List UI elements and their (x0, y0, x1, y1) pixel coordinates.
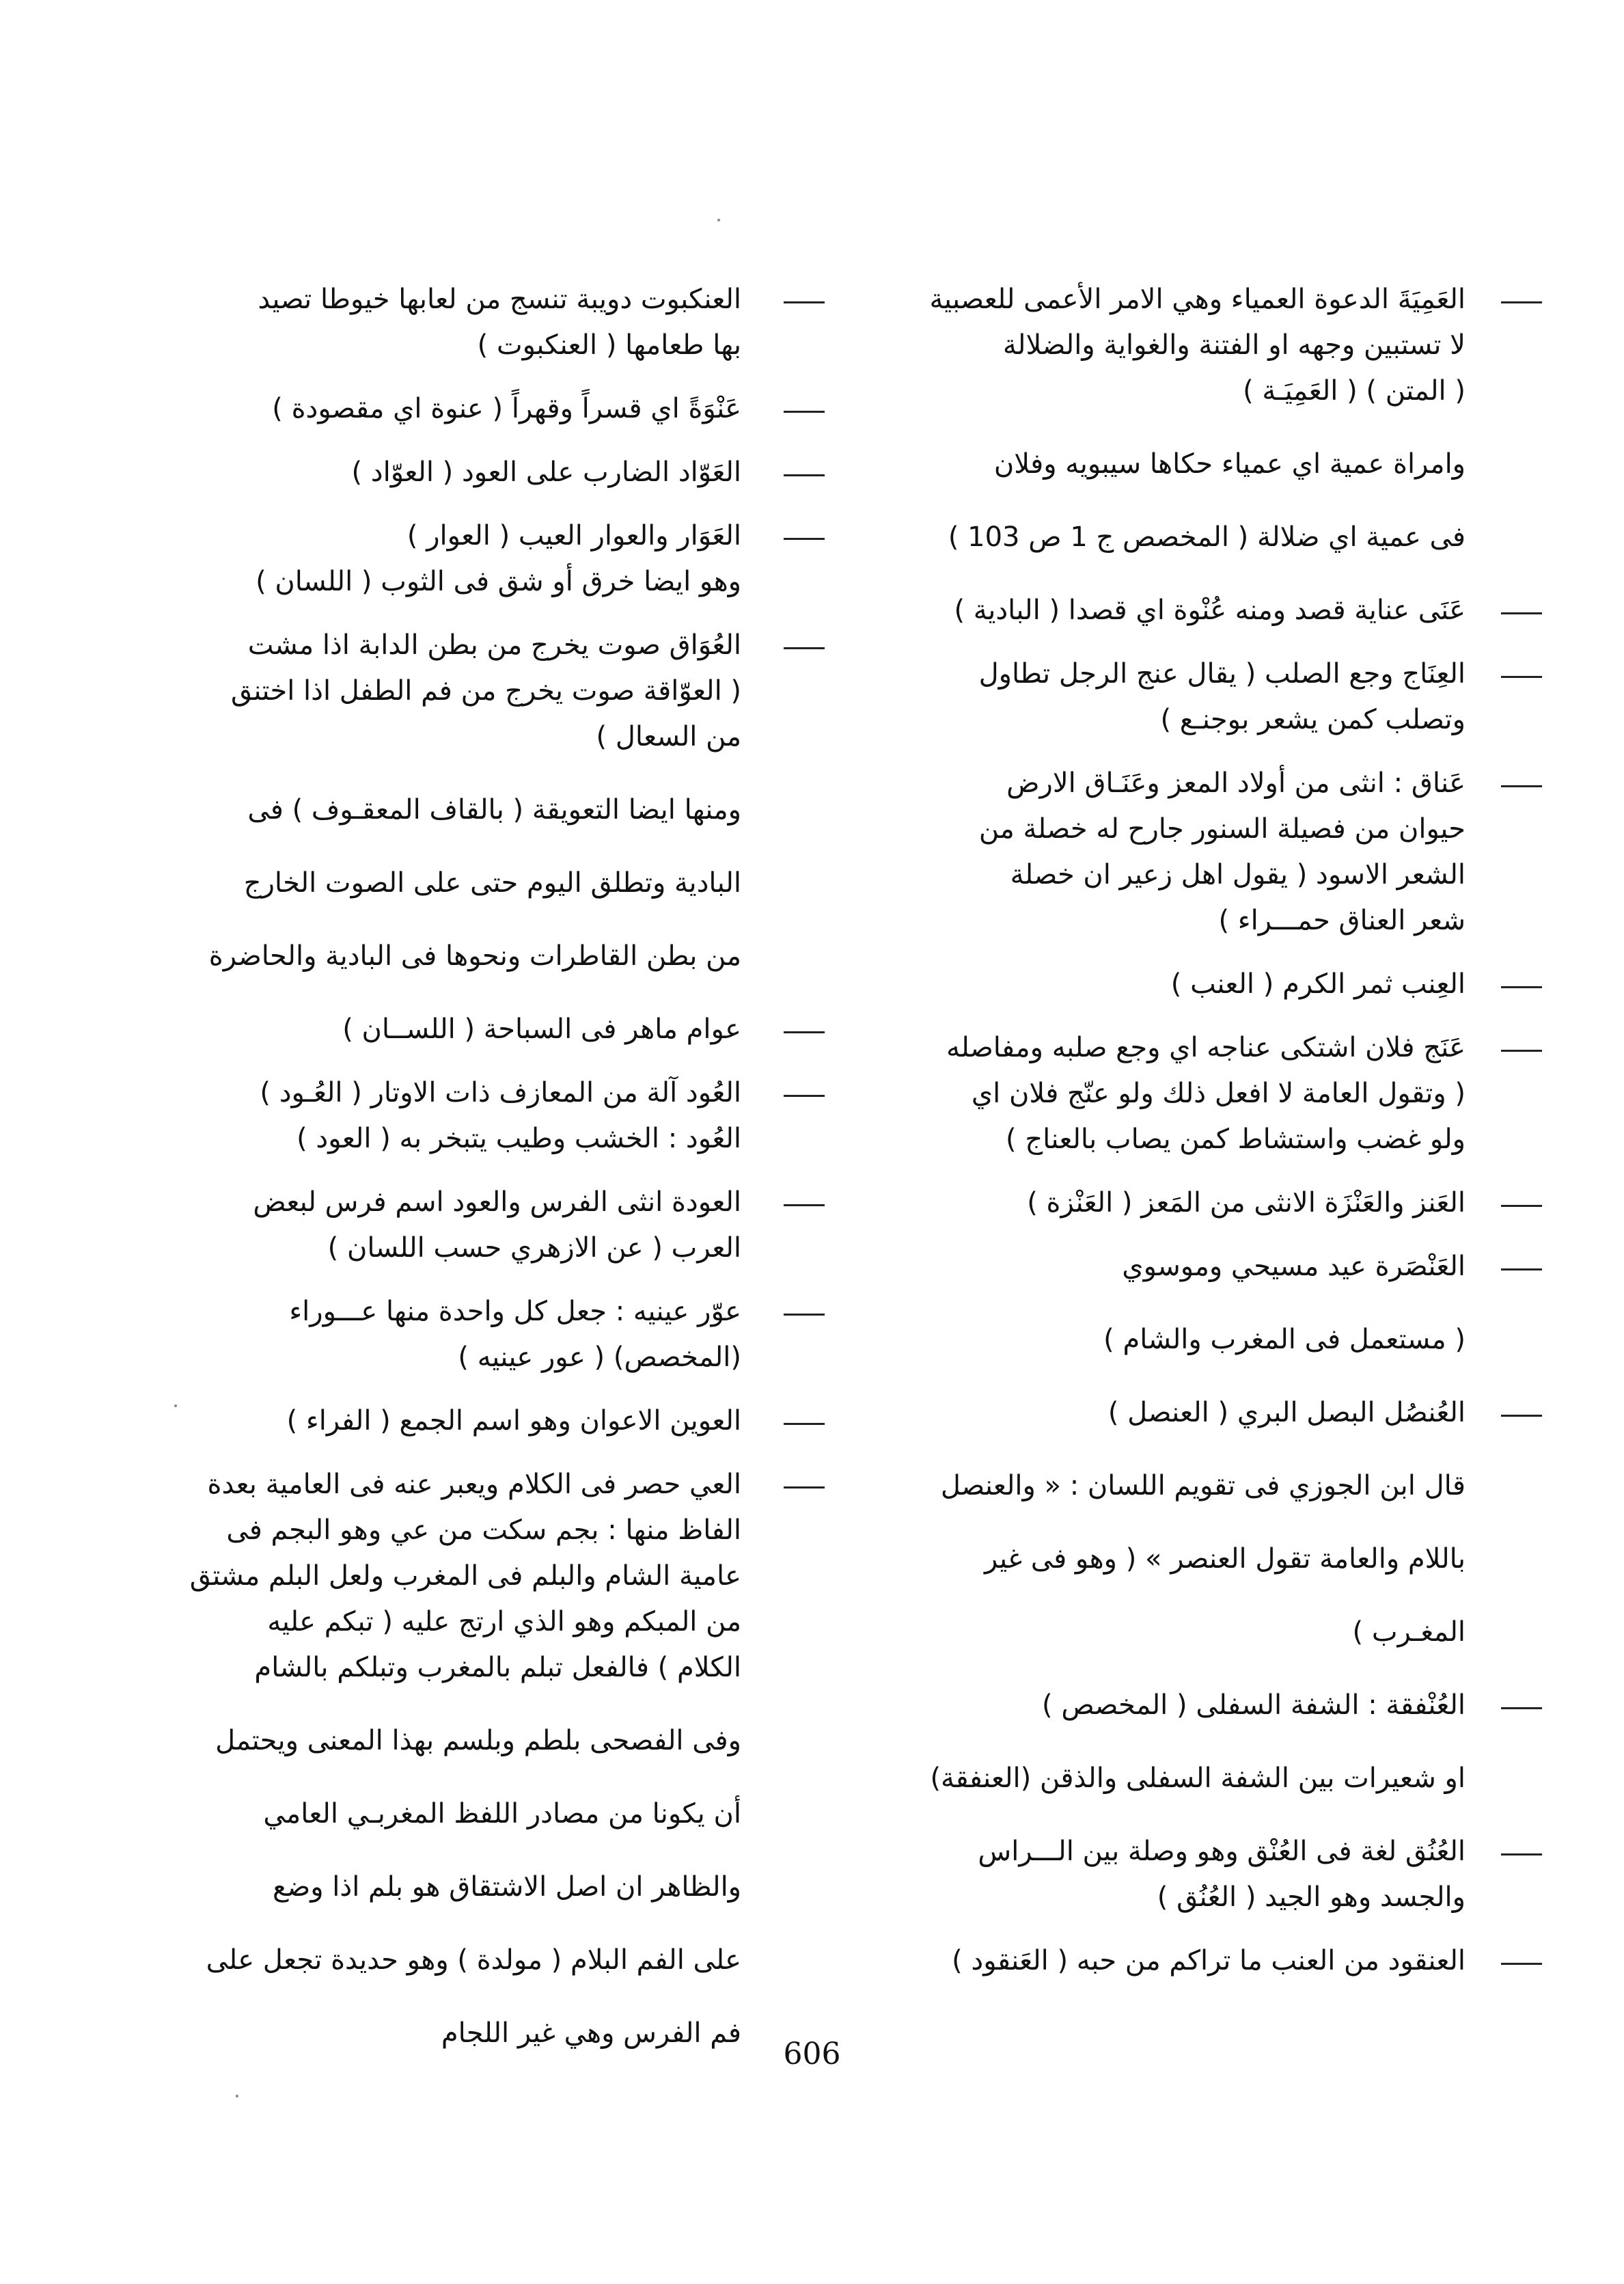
text-line: وهو ايضا خرق أو شق فى الثوب ( اللسان ) (256, 566, 741, 597)
dictionary-entry (851, 1683, 1465, 1728)
text-line: العوين الاعوان وهو اسم الجمع ( الفراء ) (286, 1405, 741, 1437)
text-line: العُنصُل البصل البري ( العنصل ) (1107, 1397, 1465, 1428)
text-line: العَمِيَةَ الدعوة العمياء وهي الامر الأعمى للعصبية (929, 284, 1465, 315)
dictionary-entry (851, 1025, 1465, 1163)
scan-speck (717, 219, 720, 221)
dictionary-entry (851, 1244, 1465, 1290)
left-column (154, 277, 741, 2084)
text-line: ( مستعمل فى المغرب والشام ) (1103, 1324, 1465, 1355)
dictionary-entry (851, 1938, 1465, 1984)
dictionary-entry (154, 277, 741, 368)
text-line: فى عمية اي ضلالة ( المخصص ج 1 ص 103 ) (948, 521, 1465, 553)
text-line: ومنها ايضا التعويقة ( بالقاف المعقـوف ) فى (247, 794, 741, 826)
text-line: والجسد وهو الجيد ( العُنُق ) (1157, 1881, 1465, 1913)
dictionary-entry (851, 277, 1465, 414)
dictionary-entry (154, 1007, 741, 1052)
text-line: ( وتقول العامة لا افعل ذلك ولو عنّج فلان اي (971, 1078, 1465, 1109)
text-line: عوّر عينيه : جعل كل واحدة منها عـــوراء (289, 1296, 741, 1327)
text-line: من المبكم وهو الذي ارتج عليه ( تبكم عليه (267, 1606, 741, 1637)
text-line: من السعال ) (596, 721, 741, 752)
text-line: عوام ماهر فى السباحة ( اللســان ) (342, 1014, 741, 1045)
text-line: عَنَى عناية قصد ومنه عُنْوة اي قصدا ( البادية ) (954, 595, 1465, 626)
text-line: لا تستبين وجهه او الفتنة والغواية والضلالة (1002, 329, 1465, 361)
text-line: العَوّاد الضارب على العود ( العوّاد ) (351, 457, 741, 488)
text-line: العُوَاق صوت يخرج من بطن الدابة اذا مشت (247, 629, 741, 661)
text-line: وامراة عمية اي عمياء حكاها سيبويه وفلان (993, 448, 1465, 480)
text-line: العُنْفقة : الشفة السفلى ( المخصص ) (1042, 1689, 1465, 1721)
text-line: باللام والعامة تقول العنصر » ( وهو فى غير (984, 1543, 1465, 1575)
entry-continuation (154, 787, 741, 979)
dictionary-entry (154, 1070, 741, 1162)
dictionary-entry (154, 1289, 741, 1381)
text-line: من بطن القاطرات ونحوها فى البادية والحاضرة (208, 940, 741, 972)
text-line: الفاظ منها : بجم سكت من عي وهو البجم فى (226, 1514, 741, 1546)
text-line: عَنَج فلان اشتكى عناجه اي وجع صلبه ومفاصله (946, 1032, 1465, 1063)
text-line: العنكبوت دويبة تنسج من لعابها خيوطا تصيد (258, 284, 741, 315)
dictionary-entry (851, 962, 1465, 1007)
dictionary-entry (154, 386, 741, 432)
text-line: حيوان من فصيلة السنور جارح له خصلة من (978, 813, 1465, 845)
text-line: العي حصر فى الكلام ويعبر عنه فى العامية بعدة (207, 1469, 741, 1500)
right-column (851, 277, 1465, 2002)
entry-continuation (154, 1718, 741, 2056)
entry-continuation (851, 1463, 1465, 1655)
text-line: شعر العناق حمـــراء ) (1218, 905, 1465, 936)
dictionary-entry (154, 450, 741, 495)
text-line: ( المتن ) ( العَمِيَـة ) (1243, 375, 1465, 407)
dictionary-entry (851, 1829, 1465, 1920)
text-line: العَنز والعَنْزَة الانثى من المَعز ( العَنْزة ) (1027, 1187, 1465, 1219)
dictionary-entry (851, 1390, 1465, 1436)
text-line: البادية وتطلق اليوم حتى على الصوت الخارج (243, 867, 741, 899)
text-line: العُود آلة من المعازف ذات الاوتار ( العُـود ) (260, 1077, 741, 1109)
entry-continuation (851, 441, 1465, 560)
text-line: العِنَاج وجع الصلب ( يقال عنج الرجل تطاول (978, 658, 1465, 690)
text-line: العُنُق لغة فى العُنْق وهو وصلة بين الـــراس (978, 1836, 1465, 1867)
text-line: بها طعامها ( العنكبوت ) (477, 329, 741, 361)
text-line: وتصلب كمن يشعر بوجنـع ) (1160, 704, 1465, 735)
scan-speck (174, 1404, 177, 1407)
dictionary-entry (851, 651, 1465, 743)
text-line: وفى الفصحى بلطم وبلسم بهذا المعنى ويحتمل (215, 1725, 741, 1756)
text-line: عامية الشام والبلم فى المغرب ولعل البلم مشتق (189, 1560, 741, 1592)
dictionary-entry (851, 588, 1465, 634)
text-line: العرب ( عن الازهري حسب اللسان ) (327, 1232, 741, 1264)
dictionary-entry (154, 513, 741, 605)
text-line: العِنب ثمر الكرم ( العنب ) (1170, 968, 1465, 1000)
text-line: العَوَار والعوار العيب ( العوار ) (407, 520, 741, 552)
scan-speck (236, 2095, 238, 2097)
text-line: قال ابن الجوزي فى تقويم اللسان : « والعنصل (940, 1470, 1465, 1501)
dictionary-entry (154, 1462, 741, 1691)
text-line: العودة انثى الفرس والعود اسم فرس لبعض (253, 1186, 741, 1218)
dictionary-entry (154, 1398, 741, 1444)
entry-continuation (851, 1756, 1465, 1802)
text-line: والظاهر ان اصل الاشتقاق هو بلم اذا وضع (273, 1871, 741, 1903)
text-line: العَنْصَرة عيد مسيحي وموسوي (1122, 1251, 1465, 1282)
entry-continuation (851, 1317, 1465, 1363)
dictionary-entry (154, 1180, 741, 1271)
text-line: عَناق : انثى من أولاد المعز وعَنَـاق الارض (1006, 767, 1465, 799)
text-line: العُود : الخشب وطيب يتبخر به ( العود ) (297, 1123, 741, 1154)
dictionary-entry (154, 623, 741, 760)
text-line: الكلام ) فالفعل تبلم بالمغرب وتبلكم بالشام (254, 1652, 741, 1683)
text-line: فم الفرس وهي غير اللجام (441, 2017, 741, 2049)
dictionary-entry (851, 761, 1465, 944)
text-line: او شعيرات بين الشفة السفلى والذقن (العنفقة) (930, 1763, 1465, 1794)
text-line: ( العوّاقة صوت يخرج من فم الطفل اذا اختنق (230, 675, 741, 707)
text-line: (المخصص) ( عور عينيه ) (458, 1342, 741, 1373)
text-line: على الفم البلام ( مولدة ) وهو حديدة تجعل على (206, 1944, 741, 1976)
text-line: ولو غضب واستشاط كمن يصاب بالعناج ) (1006, 1124, 1465, 1155)
text-line: عَنْوَةً اي قسراً وقهراً ( عنوة اي مقصودة ) (272, 393, 741, 424)
text-line: الشعر الاسود ( يقول اهل زعير ان خصلة (1010, 859, 1465, 891)
page-number: 606 (783, 2037, 841, 2071)
text-line: العنقود من العنب ما تراكم من حبه ( العَنقود ) (952, 1945, 1465, 1976)
text-line: المغـرب ) (1352, 1616, 1465, 1648)
text-line: أن يكونا من مصادر اللفظ المغربـي العامي (263, 1798, 741, 1830)
dictionary-entry (851, 1180, 1465, 1226)
